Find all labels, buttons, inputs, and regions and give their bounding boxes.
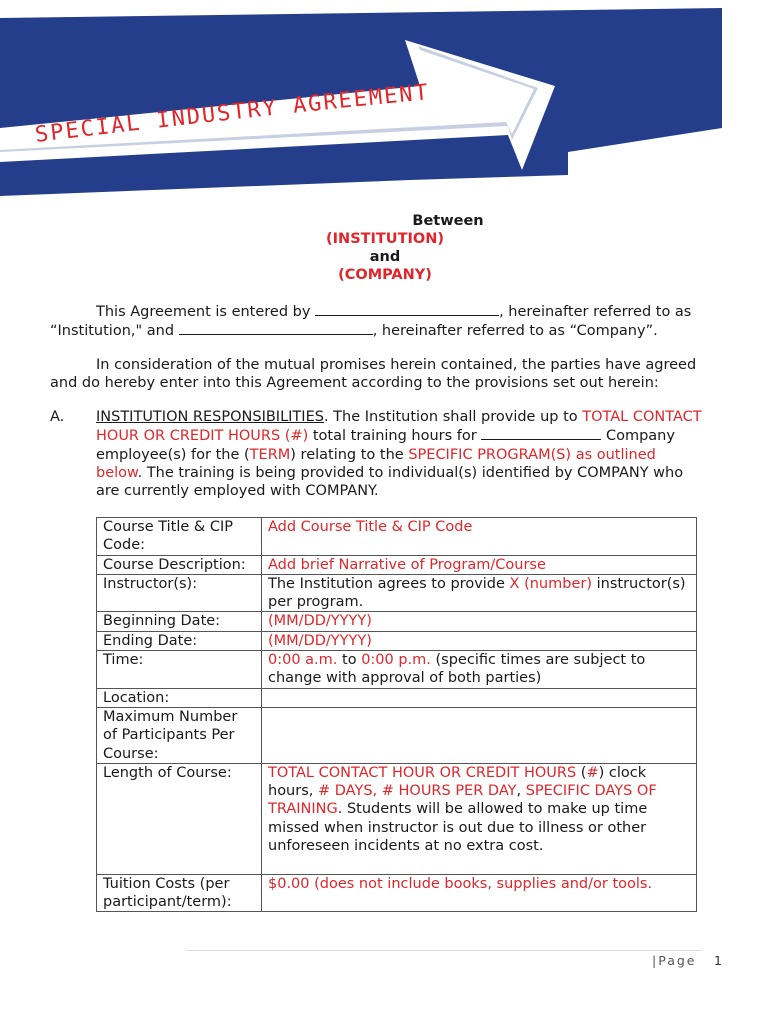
instructor-value <box>262 574 697 612</box>
table-row <box>97 707 697 763</box>
length-text-2: ) clock hours, <box>268 764 647 800</box>
course-description-value: Add brief Narrative of Program/Course <box>262 555 697 574</box>
length-days-placeholder: # DAYS, # HOURS PER DAY <box>318 783 517 800</box>
course-title-label: Course Title & CIP Code: <box>97 518 262 556</box>
length-training-days-placeholder: SPECIFIC DAYS OF TRAINING <box>268 783 657 818</box>
beginning-date-label: Beginning Date: <box>97 612 262 631</box>
beginning-date-value: (MM/DD/YYYY) <box>262 612 697 631</box>
time-text-1: to <box>337 652 362 669</box>
time-value <box>262 651 697 689</box>
location-value <box>262 688 697 707</box>
parties-block <box>0 212 770 284</box>
length-text-4: . Students will be allowed to make up time missed when instructor is out due to illness or other unforeseen incidents at no extra cost. <box>268 801 648 855</box>
tuition-value: $0.00 (does not include books, supplies and/or tools. <box>262 874 697 912</box>
intro-line1-end: , hereinafter referred to as <box>499 304 692 320</box>
between-text: Between <box>412 213 484 229</box>
institution-name-field[interactable] <box>315 302 499 316</box>
time-text-2: (specific times are subject to change with approval of both parties) <box>268 652 646 687</box>
section-text-2: total training hours for <box>308 428 482 445</box>
intro-line2-end: , hereinafter referred to as “Company”. <box>372 323 658 340</box>
term-placeholder: TERM <box>249 446 291 463</box>
start-time-placeholder: 0:00 a.m. <box>268 652 338 669</box>
intro-paragraph <box>50 302 730 341</box>
company-blank-field[interactable] <box>481 426 601 440</box>
instructor-text-2: instructor(s) per program. <box>268 575 686 611</box>
length-value <box>262 763 697 874</box>
section-text-3: Company employee(s) for the ( <box>96 428 675 463</box>
table-row <box>97 763 697 874</box>
course-details-table <box>96 517 697 912</box>
length-label: Length of Course: <box>97 763 262 874</box>
table-row <box>97 688 697 707</box>
page-label: |Page <box>652 953 697 968</box>
footer-divider <box>186 950 702 951</box>
instructor-label: Instructor(s): <box>97 574 262 612</box>
tuition-label: Tuition Costs (per participant/term): <box>97 874 262 912</box>
institution-placeholder: (INSTITUTION) <box>326 231 444 247</box>
company-name-field[interactable] <box>179 321 373 335</box>
table-row <box>97 574 697 612</box>
consideration-paragraph <box>50 356 740 393</box>
section-text-5: . The training is being provided to individual(s) identified by COMPANY who are currently employed with COMPANY. <box>96 464 684 500</box>
instructor-text-1: The Institution agrees to provide <box>268 575 510 592</box>
company-placeholder: (COMPANY) <box>338 267 432 283</box>
course-description-label: Course Description: <box>97 555 262 574</box>
intro-line2-start: “Institution," and <box>50 323 175 340</box>
section-letter: A. <box>50 409 65 425</box>
instructor-count-placeholder: X (number) <box>509 575 592 592</box>
consideration-line1: In consideration of the mutual promises herein contained, the parties have agreed <box>96 357 697 373</box>
intro-line1-start: This Agreement is entered by <box>96 304 311 320</box>
length-text-1: ( <box>576 764 587 781</box>
section-heading: INSTITUTION RESPONSIBILITIES <box>96 409 324 425</box>
ending-date-value: (MM/DD/YYYY) <box>262 631 697 650</box>
table-row <box>97 631 697 650</box>
time-label: Time: <box>97 651 262 689</box>
table-row <box>97 518 697 556</box>
hours-placeholder: TOTAL CONTACT HOUR OR CREDIT HOURS (#) <box>96 409 702 445</box>
length-hours-placeholder: TOTAL CONTACT HOUR OR CREDIT HOURS <box>268 764 577 781</box>
table-row <box>97 555 697 574</box>
page-number: 1 <box>714 953 722 968</box>
program-placeholder: SPECIFIC PROGRAM(S) as outlined below <box>96 446 656 481</box>
banner-title: SPECIAL INDUSTRY AGREEMENT <box>33 80 431 148</box>
length-text-3: , <box>516 783 526 800</box>
end-time-placeholder: 0:00 p.m. <box>361 652 431 669</box>
header-banner <box>0 0 770 200</box>
ending-date-label: Ending Date: <box>97 631 262 650</box>
section-a-text <box>96 408 706 500</box>
table-row <box>97 874 697 912</box>
course-title-value: Add Course Title & CIP Code <box>262 518 697 556</box>
section-text-1: . The Institution shall provide up to <box>323 409 583 425</box>
location-label: Location: <box>97 688 262 707</box>
table-row <box>97 651 697 689</box>
section-text-4: ) relating to the <box>290 446 409 463</box>
max-participants-label: Maximum Number of Participants Per Course: <box>97 707 262 763</box>
consideration-line2: and do hereby enter into this Agreement according to the provisions set out herein: <box>50 375 659 392</box>
table-row <box>97 612 697 631</box>
length-number-placeholder: # <box>586 764 599 781</box>
and-text: and <box>369 249 401 265</box>
max-participants-value <box>262 707 697 763</box>
